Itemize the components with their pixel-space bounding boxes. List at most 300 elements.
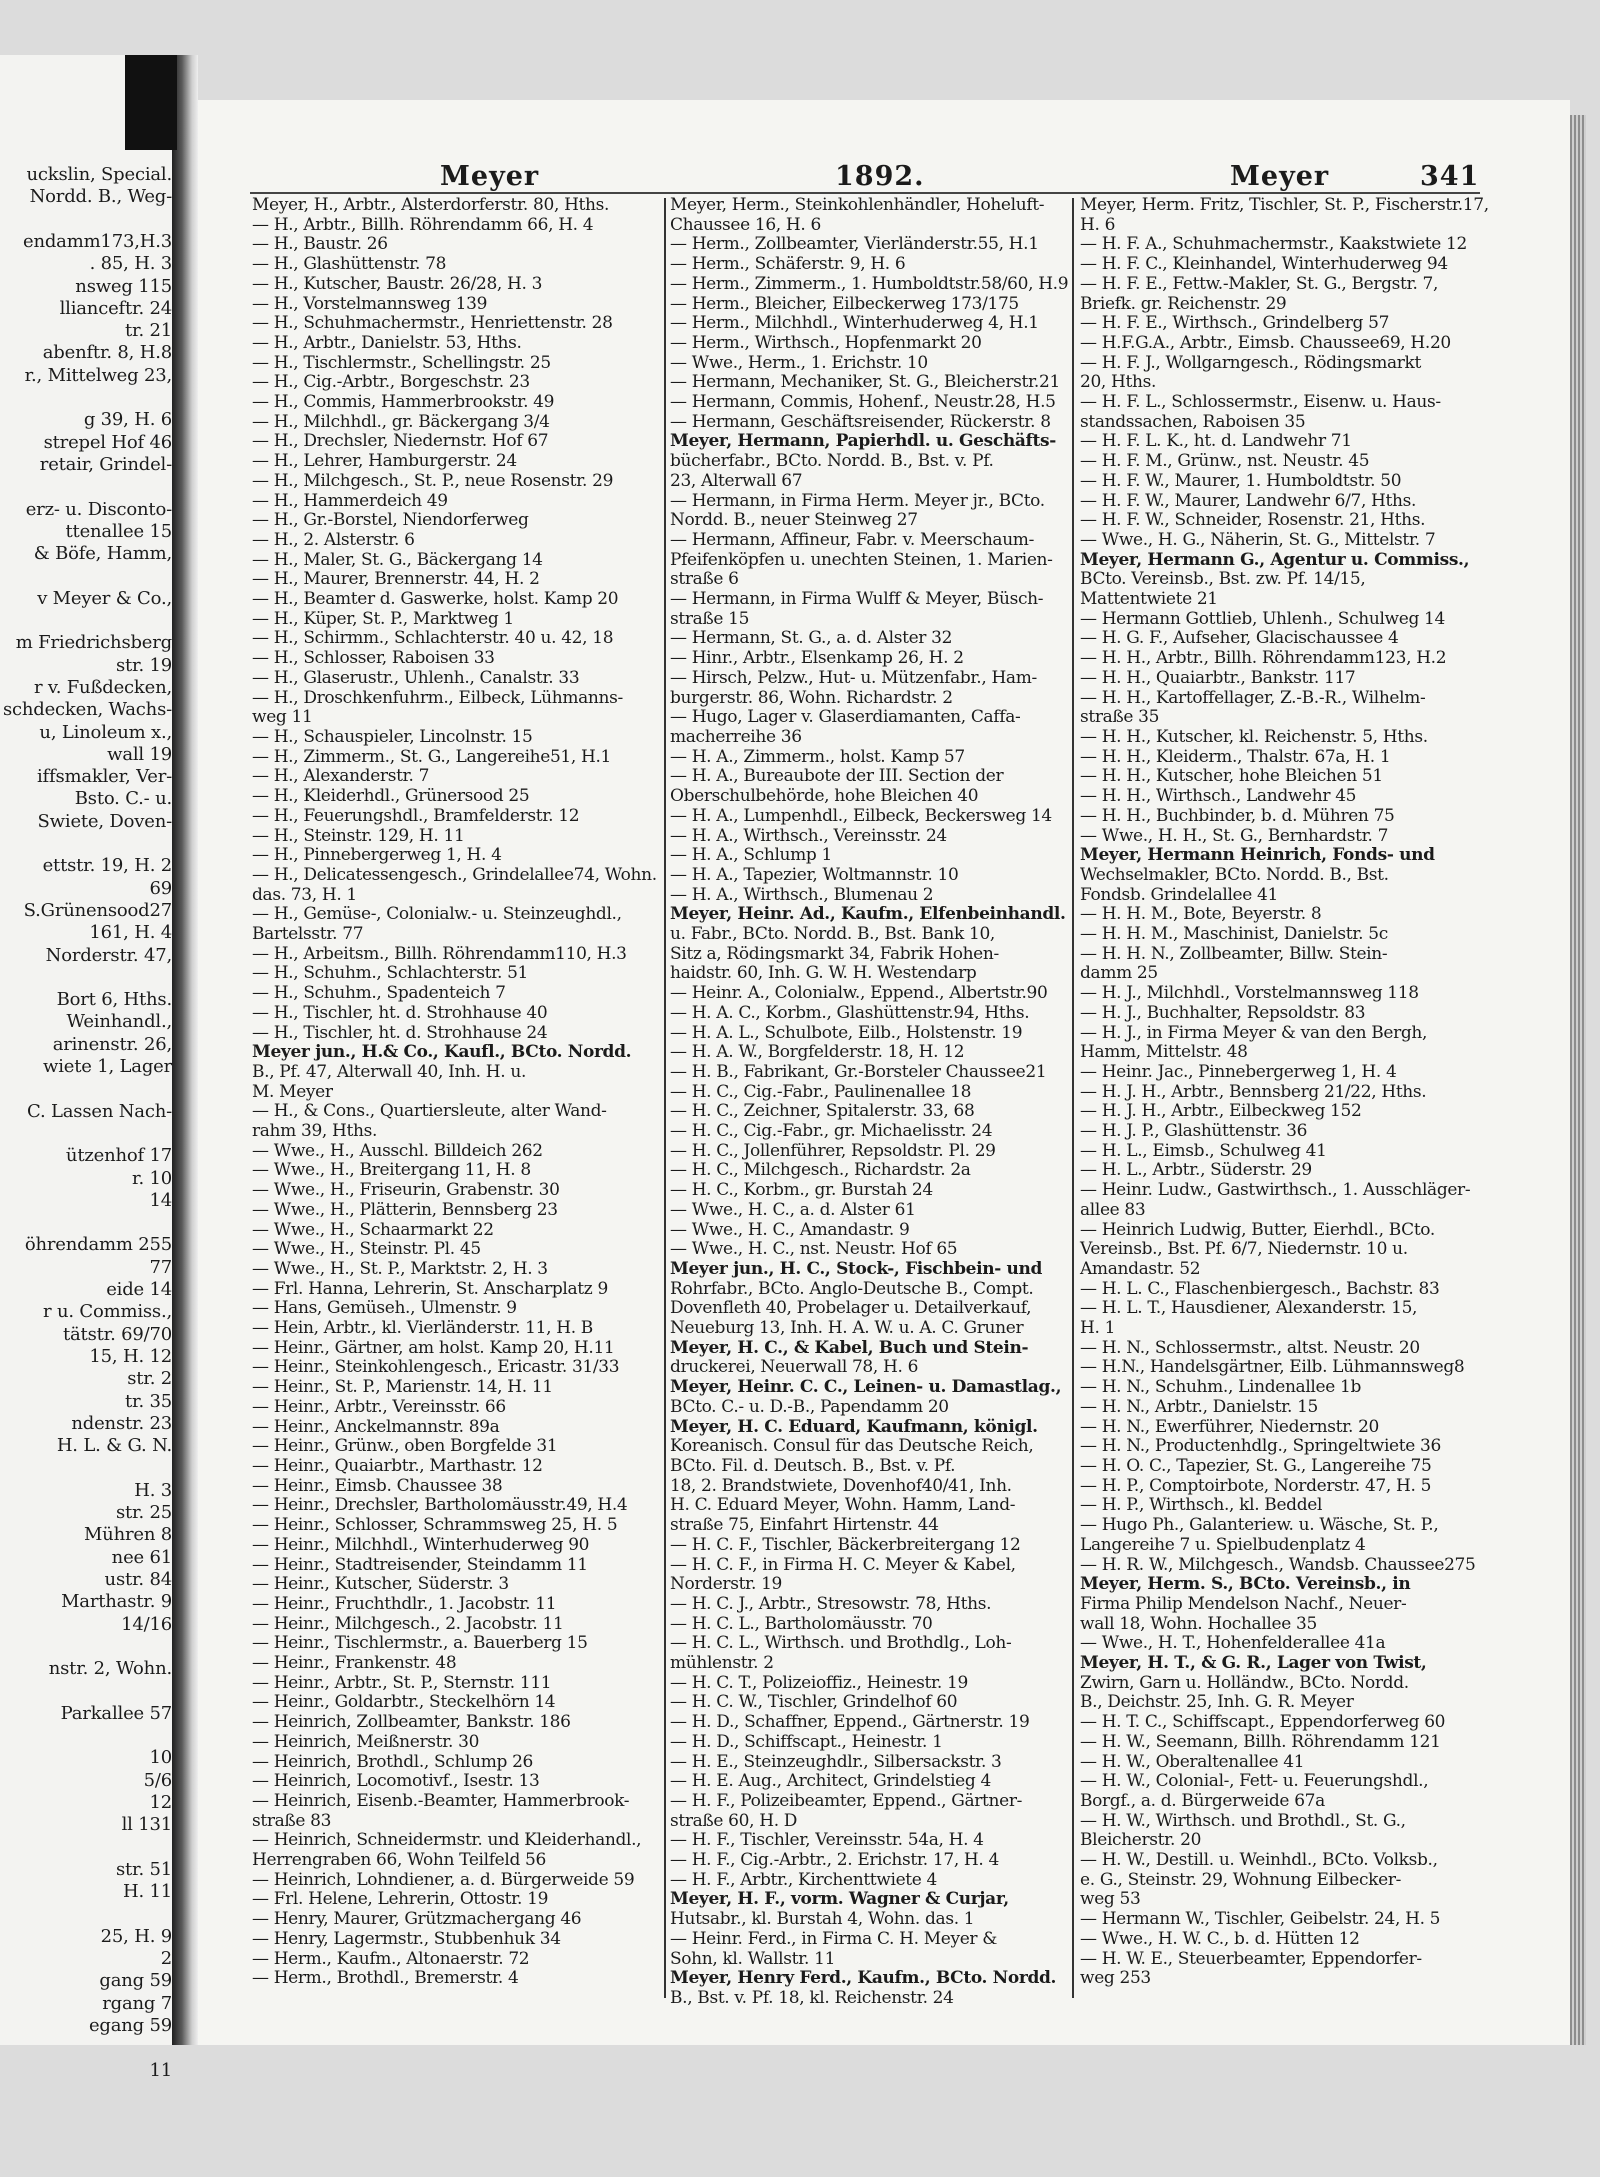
strip-line: 69 [149,877,172,899]
directory-entry: Meyer, Hermann Heinrich, Fonds- und [1080,845,1435,866]
strip-line: str. 51 [115,1858,172,1880]
running-head-right: Meyer [1230,161,1330,192]
directory-entry: — H., Drechsler, Niedernstr. Hof 67 [252,431,549,452]
strip-line: schdecken, Wachs- [2,699,172,721]
strip-line: H. L. & G. N. [56,1435,172,1457]
directory-entry: — H. H., Buchbinder, b. d. Mühren 75 [1080,805,1395,826]
directory-entry: — H. A., Bureaubote der III. Section der [670,766,1004,787]
directory-entry: BCto. Fil. d. Deutsch. B., Bst. v. Pf. [670,1456,956,1476]
directory-entry: — H. D., Schaffner, Eppend., Gärtnerstr. 19 [670,1712,1030,1733]
directory-entry: — Hinr., Arbtr., Elsenkamp 26, H. 2 [670,648,964,669]
directory-entry: Dovenfleth 40, Probelager u. Detailverkauf, [670,1298,1032,1319]
directory-entry: — H., Commis, Hammerbrookstr. 49 [252,392,555,413]
directory-entry: — Wwe., H. G., Näherin, St. G., Mittelstr. 7 [1080,529,1436,550]
directory-entry: — Heinr., Schlosser, Schrammsweg 25, H. 5 [252,1515,618,1536]
directory-entry: Meyer, Heinr. C. C., Leinen- u. Damastlag., [670,1377,1062,1398]
directory-entry: — H. N., Schuhm., Lindenallee 1b [1080,1377,1361,1398]
strip-line: Weinhandl., [66,1011,172,1033]
column-3 [1080,195,1489,2016]
directory-entry: — H. A., Wirthsch., Blumenau 2 [670,884,934,905]
directory-entry: — Heinr., Quaiarbtr., Marthastr. 12 [252,1456,543,1476]
directory-entry: — Frl. Helene, Lehrerin, Ottostr. 19 [252,1889,549,1910]
directory-entry: — H., 2. Alsterstr. 6 [252,529,415,550]
strip-line: Parkallee 57 [60,1702,172,1724]
strip-line: egang 59 [88,2014,172,2036]
directory-entry: — Heinr., Fruchthdlr., 1. Jacobstr. 11 [252,1593,557,1614]
strip-line: öhrendamm 255 [24,1234,172,1256]
directory-entry: — H., Glashüttenstr. 78 [252,254,447,275]
strip-line: H. 3 [134,1479,172,1501]
directory-entry: — H., Kleiderhdl., Grünersood 25 [252,786,530,807]
strip-line: ustr. 84 [104,1568,172,1590]
column-rule-2 [1072,198,1074,1998]
directory-entry: — H. J. H., Arbtr., Eilbeckweg 152 [1080,1101,1362,1122]
directory-entry: — Wwe., H. W. C., b. d. Hütten 12 [1080,1928,1360,1949]
directory-entry: — H. O. C., Tapezier, St. G., Langereihe 75 [1080,1456,1432,1476]
directory-entry: — Hirsch, Pelzw., Hut- u. Mützenfabr., Ham- [670,667,1037,688]
directory-entry: Fondsb. Grindelallee 41 [1080,884,1278,905]
strip-line: r v. Fußdecken, [33,676,172,698]
strip-line: arinenstr. 26, [52,1033,172,1055]
directory-entry: Meyer jun., H. C., Stock-, Fischbein- und [670,1258,1043,1279]
directory-entry: — H., Küper, St. P., Marktweg 1 [252,608,514,629]
directory-entry: — H. J. H., Arbtr., Bennsberg 21/22, Hths. [1080,1081,1427,1102]
strip-line: Marthastr. 9 [61,1591,172,1613]
directory-entry: Vereinsb., Bst. Pf. 6/7, Niedernstr. 10 u. [1080,1239,1408,1260]
strip-line: tätstr. 69/70 [62,1323,172,1345]
directory-entry: — H. F. E., Fettw.-Makler, St. G., Bergstr. 7, [1080,273,1439,294]
directory-entry: haidstr. 60, Inh. G. W. H. Westendarp [670,963,977,984]
directory-entry: — H. E. Aug., Architect, Grindelstieg 4 [670,1771,991,1792]
directory-entry: H. 6 [1080,214,1116,235]
directory-entry: — H. H., Kartoffellager, Z.-B.-R., Wilhelm- [1080,687,1426,708]
directory-entry: — H., Hammerdeich 49 [252,490,448,511]
strip-line: nee 61 [111,1546,172,1568]
directory-entry: Neueburg 13, Inh. H. A. W. u. A. C. Gruner [670,1318,1024,1339]
directory-entry: — Henry, Maurer, Grützmachergang 46 [252,1909,582,1930]
directory-entry: Pfeifenköpfen u. unechten Steinen, 1. Marien- [670,549,1053,570]
directory-entry: — H. B., Fabrikant, Gr.-Borsteler Chaussee21 [670,1061,1047,1082]
directory-entry: straße 83 [252,1810,332,1831]
directory-entry: — Henry, Lagermstr., Stubbenhuk 34 [252,1928,561,1949]
strip-line: r., Mittelweg 23, [24,364,172,386]
column-2 [670,196,1068,2016]
directory-entry: — Heinrich, Zollbeamter, Bankstr. 186 [252,1712,571,1733]
strip-line: wall 19 [107,743,172,765]
directory-entry: — Heinr., Steinkohlengesch., Ericastr. 31/33 [252,1357,620,1378]
directory-entry: — Heinr., Milchgesch., 2. Jacobstr. 11 [252,1613,564,1634]
directory-entry: — H., Schuhm., Schlachterstr. 51 [252,963,529,984]
directory-entry: H. C. Eduard Meyer, Wohn. Hamm, Land- [670,1495,1016,1516]
directory-entry: — H.N., Handelsgärtner, Eilb. Lühmannsweg8 [1080,1357,1465,1378]
directory-entry: — Heinr. A., Colonialw., Eppend., Albertstr.90 [670,983,1048,1004]
directory-entry: B., Deichstr. 25, Inh. G. R. Meyer [1080,1692,1354,1713]
directory-entry: — H. F. W., Schneider, Rosenstr. 21, Hths. [1080,510,1426,531]
directory-entry: — Hermann Gottlieb, Uhlenh., Schulweg 14 [1080,608,1445,629]
page-number: 341 [1420,161,1480,192]
directory-entry: — Heinr., St. P., Marienstr. 14, H. 11 [252,1377,553,1398]
strip-line: nstr. 2, Wohn. [48,1658,172,1680]
strip-line: g 39, H. 6 [83,409,172,431]
directory-entry: — Wwe., H., Breitergang 11, H. 8 [252,1160,531,1181]
strip-line: Mühren 8 [83,1524,172,1546]
strip-line: C. Lassen Nach- [27,1100,172,1122]
strip-line: uckslin, Special. [26,164,172,185]
directory-entry: Meyer, Henry Ferd., Kaufm., BCto. Nordd. [670,1968,1057,1989]
strip-line: ndenstr. 23 [71,1412,172,1434]
directory-entry: Meyer, Hermann G., Agentur u. Commiss., [1080,549,1470,570]
directory-entry: — Heinrich, Eisenb.-Beamter, Hammerbrook- [252,1790,630,1811]
directory-entry: — H. A., Lumpenhdl., Eilbeck, Beckersweg 14 [670,805,1052,826]
directory-entry: Briefk. gr. Reichenstr. 29 [1080,293,1287,314]
directory-entry: — Heinr., Goldarbtr., Steckelhörn 14 [252,1692,556,1713]
binding-shadow [125,55,177,150]
directory-entry: — H. L., Eimsb., Schulweg 41 [1080,1140,1327,1161]
directory-entry: — Wwe., H. C., Amandastr. 9 [670,1219,910,1240]
directory-entry: — H. G. F., Aufseher, Glacischaussee 4 [1080,628,1399,649]
directory-entry: — Hermann, Commis, Hohenf., Neustr.28, H.5 [670,392,1056,413]
directory-entry: — H., Glaserustr., Uhlenh., Canalstr. 33 [252,667,580,688]
directory-entry: — H. F. W., Maurer, Landwehr 6/7, Hths. [1080,490,1417,511]
directory-entry: wall 18, Wohn. Hochallee 35 [1080,1613,1317,1634]
directory-entry: Meyer, H., Arbtr., Alsterdorferstr. 80, Hths. [252,195,610,215]
directory-entry: — Heinr., Milchhdl., Winterhuderweg 90 [252,1534,590,1555]
directory-entry: — H., Feuerungshdl., Bramfelderstr. 12 [252,805,580,826]
directory-entry: — Heinr., Stadtreisender, Steindamm 11 [252,1554,588,1575]
directory-entry: — H.F.G.A., Arbtr., Eimsb. Chaussee69, H.20 [1080,332,1451,353]
strip-line: 14/16 [121,1613,172,1635]
strip-line: erz- u. Disconto- [25,498,172,520]
directory-entry: — Heinr., Frankenstr. 48 [252,1653,457,1674]
strip-line: Bsto. C.- u. [74,788,172,810]
directory-entry: weg 11 [252,707,313,728]
directory-entry: — H. A., Wirthsch., Vereinsstr. 24 [670,825,947,846]
directory-entry: allee 83 [1080,1199,1146,1220]
directory-entry: — Herm., Milchhdl., Winterhuderweg 4, H.1 [670,313,1039,334]
directory-entry: BCto. C.- u. D.-B., Papendamm 20 [670,1396,949,1417]
directory-entry: — Herm., Schäferstr. 9, H. 6 [670,254,906,275]
previous-page-strip [0,55,172,2081]
directory-entry: Sitz a, Rödingsmarkt 34, Fabrik Hohen- [670,943,999,964]
directory-entry: — Heinr. Ferd., in Firma C. H. Meyer & [670,1928,998,1949]
directory-entry: — H., Baustr. 26 [252,234,388,255]
strip-line: 12 [149,1791,172,1813]
directory-entry: — H. J., Milchhdl., Vorstelmannsweg 118 [1080,983,1419,1004]
directory-entry: — H. A. C., Korbm., Glashüttenstr.94, Hths. [670,1002,1030,1023]
directory-entry: — H. H., Wirthsch., Landwehr 45 [1080,786,1357,807]
directory-entry: — H. F. W., Maurer, 1. Humboldtstr. 50 [1080,470,1402,491]
directory-entry: — Hugo, Lager v. Glaserdiamanten, Caffa- [670,707,1021,728]
directory-entry: Meyer, H. F., vorm. Wagner & Curjar, [670,1889,1009,1910]
directory-entry: — H. F. L., Schlossermstr., Eisenw. u. Haus- [1080,392,1441,413]
directory-entry: — H. W., Seemann, Billh. Röhrendamm 121 [1080,1731,1441,1752]
directory-entry: Mattentwiete 21 [1080,589,1218,610]
directory-entry: — H. C., Cig.-Fabr., gr. Michaelisstr. 24 [670,1121,993,1142]
directory-entry: e. G., Steinstr. 29, Wohnung Eilbecker- [1080,1869,1402,1890]
directory-entry: u. Fabr., BCto. Nordd. B., Bst. Bank 10, [670,924,995,945]
strip-line: str. 19 [115,654,172,676]
directory-entry: — Heinr. Ludw., Gastwirthsch., 1. Ausschläger- [1080,1180,1471,1201]
directory-entry: — H., Maurer, Brennerstr. 44, H. 2 [252,569,540,590]
strip-line: Norderstr. 47, [45,944,172,966]
directory-entry: — Heinr. Jac., Pinnebergerweg 1, H. 4 [1080,1061,1397,1082]
directory-entry: Rohrfabr., BCto. Anglo-Deutsche B., Compt. [670,1278,1034,1299]
strip-line: S.Grünensood27 [23,899,172,921]
directory-entry: — Hugo Ph., Galanteriew. u. Wäsche, St. P., [1080,1515,1439,1536]
directory-entry: — H. C., Korbm., gr. Burstah 24 [670,1180,933,1201]
strip-line: str. 2 [127,1368,172,1390]
directory-entry: — H. C. T., Polizeioffiz., Heinestr. 19 [670,1672,968,1693]
directory-entry: — H. E., Steinzeughdlr., Silbersackstr. 3 [670,1751,1002,1772]
directory-entry: Wechselmakler, BCto. Nordd. B., Bst. [1080,864,1389,885]
directory-entry: — Heinr., Tischlermstr., a. Bauerberg 15 [252,1633,588,1654]
strip-line: H. 11 [122,1881,172,1903]
directory-entry: — Hermann, in Firma Wulff & Meyer, Büsch- [670,589,1044,610]
directory-entry: — H. F., Polizeibeamter, Eppend., Gärtner- [670,1790,1022,1811]
directory-entry: — H. F. M., Grünw., nst. Neustr. 45 [1080,451,1370,472]
directory-entry: — H., Schirmm., Schlachterstr. 40 u. 42, 18 [252,628,614,649]
directory-entry: — H. A. W., Borgfelderstr. 18, H. 12 [670,1042,965,1063]
directory-entry: Meyer, Herm. S., BCto. Vereinsb., in [1080,1574,1411,1595]
running-head-year: 1892. [835,161,925,192]
directory-entry: Amandastr. 52 [1080,1258,1201,1279]
directory-entry: — H. F. A., Schuhmachermstr., Kaakstwiete 12 [1080,234,1467,255]
directory-entry: — H. N., Ewerführer, Niedernstr. 20 [1080,1416,1380,1437]
directory-entry: rahm 39, Hths. [252,1121,378,1142]
directory-entry: Meyer jun., H.& Co., Kaufl., BCto. Nordd. [252,1042,632,1063]
directory-entry: Oberschulbehörde, hohe Bleichen 40 [670,786,979,807]
strip-line: eide 14 [106,1279,172,1300]
directory-entry: — Herm., Bleicher, Eilbeckerweg 173/175 [670,293,1019,314]
strip-line: strepel Hof 46 [43,431,172,453]
strip-line: ettstr. 19, H. 2 [42,855,172,877]
directory-entry: Firma Philip Mendelson Nachf., Neuer- [1080,1593,1407,1614]
directory-entry: — H. C., Milchgesch., Richardstr. 2a [670,1160,971,1181]
directory-entry: weg 253 [1080,1968,1151,1989]
directory-entry: — H., Milchgesch., St. P., neue Rosenstr. 29 [252,470,614,491]
directory-entry: — H., Zimmerm., St. G., Langereihe51, H.1 [252,746,612,767]
directory-entry: — H. F. C., Kleinhandel, Winterhuderweg 94 [1080,254,1448,275]
strip-line: wiete 1, Lager [43,1056,172,1077]
directory-entry: — H., Schauspieler, Lincolnstr. 15 [252,726,533,747]
directory-entry: — Hermann W., Tischler, Geibelstr. 24, H. 5 [1080,1909,1441,1930]
directory-entry: — H. C. J., Arbtr., Stresowstr. 78, Hths. [670,1593,992,1614]
directory-entry: — H., Schuhmachermstr., Henriettenstr. 28 [252,313,613,334]
directory-entry: — H. C. L., Bartholomäusstr. 70 [670,1613,933,1634]
directory-entry: 23, Alterwall 67 [670,470,803,491]
directory-entry: — H., Gemüse-, Colonialw.- u. Steinzeughdl., [252,904,622,925]
directory-entry: — Heinr., Arbtr., Vereinsstr. 66 [252,1396,506,1417]
directory-entry: — H. C. W., Tischler, Grindelhof 60 [670,1692,958,1713]
strip-line: Swiete, Doven- [37,810,172,832]
book-gutter [172,55,198,2045]
directory-entry: bücherfabr., BCto. Nordd. B., Bst. v. Pf. [670,451,994,472]
directory-entry: — H. W., Colonial-, Fett- u. Feuerungshdl., [1080,1771,1429,1792]
directory-entry: Meyer, Hermann, Papierhdl. u. Geschäfts- [670,431,1056,452]
directory-entry: — Wwe., H., Schaarmarkt 22 [252,1219,494,1240]
directory-entry: — H. N., Schlossermstr., altst. Neustr. 20 [1080,1337,1420,1358]
strip-line: 25, H. 9 [100,1925,172,1947]
directory-entry: — Hermann, in Firma Herm. Meyer jr., BCto. [670,490,1045,511]
directory-entry: burgerstr. 86, Wohn. Richardstr. 2 [670,687,953,708]
directory-entry: — H. L. T., Hausdiener, Alexanderstr. 15, [1080,1298,1418,1319]
directory-entry: damm 25 [1080,963,1158,984]
directory-entry: — H., Milchhdl., gr. Bäckergang 3/4 [252,411,550,432]
directory-entry: — Heinr., Kutscher, Süderstr. 3 [252,1574,509,1595]
directory-entry: — H. H., Kutscher, hohe Bleichen 51 [1080,766,1383,787]
directory-entry: — Heinrich, Locomotivf., Isestr. 13 [252,1771,540,1792]
directory-entry: — H. P., Comptoirbote, Norderstr. 47, H. 5 [1080,1475,1432,1496]
directory-entry: — Heinrich, Brothdl., Schlump 26 [252,1751,534,1772]
directory-entry: — H. H. N., Zollbeamter, Billw. Stein- [1080,943,1388,964]
directory-entry: — H. F., Cig.-Arbtr., 2. Erichstr. 17, H. 4 [670,1850,999,1871]
strip-line: nsweg 115 [75,275,172,297]
directory-entry: BCto. Vereinsb., Bst. zw. Pf. 14/15, [1080,569,1366,590]
directory-entry: — Herm., Kaufm., Altonaerstr. 72 [252,1948,530,1969]
directory-entry: — H. J., Buchhalter, Repsoldstr. 83 [1080,1002,1366,1023]
running-head-left: Meyer [440,161,540,192]
directory-entry: M. Meyer [252,1081,333,1102]
directory-entry: — Herm., Zollbeamter, Vierländerstr.55, H.1 [670,234,1039,255]
strip-line: Nordd. B., Weg- [29,186,172,208]
directory-entry: — H. H. M., Bote, Beyerstr. 8 [1080,904,1322,925]
header-rule [250,192,1480,194]
directory-entry: — Wwe., H. H., St. G., Bernhardstr. 7 [1080,825,1389,846]
strip-line: ll 131 [121,1814,172,1836]
directory-entry: — Heinr., Grünw., oben Borgfelde 31 [252,1436,558,1457]
directory-entry: Meyer, Herm., Steinkohlenhändler, Hoheluft- [670,195,1045,215]
strip-line: iffsmakler, Ver- [37,766,172,788]
strip-line: 10 [149,1747,172,1769]
directory-entry: — H., Schlosser, Raboisen 33 [252,648,495,669]
directory-entry: — Herm., Wirthsch., Hopfenmarkt 20 [670,332,982,353]
directory-entry: 18, 2. Brandstwiete, Dovenhof40/41, Inh. [670,1475,1012,1496]
directory-entry: — H. A. L., Schulbote, Eilb., Holstenstr. 19 [670,1022,1023,1043]
strip-line: 15, H. 12 [89,1345,172,1367]
directory-entry: — Heinrich, Lohndiener, a. d. Bürgerweide 59 [252,1869,635,1890]
directory-entry: — Hermann, Mechaniker, St. G., Bleicherstr.21 [670,372,1060,393]
directory-entry: — H. W. E., Steuerbeamter, Eppendorfer- [1080,1948,1422,1969]
directory-entry: — H. F. J., Wollgarngesch., Rödingsmarkt [1080,352,1421,373]
directory-entry: Bartelsstr. 77 [252,924,364,945]
strip-line: ttenallee 15 [65,520,172,542]
directory-entry: mühlenstr. 2 [670,1653,774,1674]
column-rule-1 [664,198,666,1998]
directory-entry: — H., Arbtr., Billh. Röhrendamm 66, H. 4 [252,214,594,235]
directory-entry: — H. F. L. K., ht. d. Landwehr 71 [1080,431,1352,452]
directory-entry: — H. F., Tischler, Vereinsstr. 54a, H. 4 [670,1830,984,1851]
directory-entry: macherreihe 36 [670,726,802,747]
directory-entry: — H., Beamter d. Gaswerke, holst. Kamp 20 [252,589,619,610]
directory-entry: Meyer, H. C., & Kabel, Buch und Stein- [670,1337,1029,1358]
directory-entry: — H., Tischlermstr., Schellingstr. 25 [252,352,551,373]
directory-entry: — Heinr., Anckelmannstr. 89a [252,1416,500,1437]
directory-entry: — H. A., Zimmerm., holst. Kamp 57 [670,746,965,767]
directory-entry: Bleicherstr. 20 [1080,1830,1202,1851]
directory-entry: Meyer, H. T., & G. R., Lager von Twist, [1080,1653,1427,1674]
directory-entry: druckerei, Neuerwall 78, H. 6 [670,1357,919,1378]
strip-line: str. 25 [115,1502,172,1523]
directory-entry: — H., Droschkenfuhrm., Eilbeck, Lühmanns- [252,687,623,708]
strip-line: llianceftr. 24 [59,297,172,319]
directory-entry: straße 75, Einfahrt Hirtenstr. 44 [670,1515,939,1536]
directory-entry: Meyer, H. C. Eduard, Kaufmann, königl. [670,1416,1038,1437]
directory-entry: Sohn, kl. Wallstr. 11 [670,1948,836,1969]
directory-entry: — Wwe., Herm., 1. Erichstr. 10 [670,352,928,373]
directory-entry: — Frl. Hanna, Lehrerin, St. Anscharplatz 9 [252,1278,608,1299]
directory-entry: Borgf., a. d. Bürgerweide 67a [1080,1790,1325,1811]
strip-line: retair, Grindel- [39,453,172,475]
directory-entry: — H., Delicatessengesch., Grindelallee74, Wohn. [252,864,657,885]
directory-entry: — H. H., Quaiarbtr., Bankstr. 117 [1080,667,1356,688]
directory-entry: Hutsabr., kl. Burstah 4, Wohn. das. 1 [670,1909,975,1930]
directory-entry: — H. C. F., Tischler, Bäckerbreitergang 12 [670,1534,1021,1555]
directory-entry: — H., Gr.-Borstel, Niendorferweg [252,510,529,531]
directory-entry: H. 1 [1080,1318,1116,1339]
directory-entry: Zwirn, Garn u. Holländw., BCto. Nordd. [1080,1672,1409,1693]
directory-entry: — Wwe., H. C., nst. Neustr. Hof 65 [670,1239,958,1260]
directory-entry: — H. T. C., Schiffscapt., Eppendorferweg 60 [1080,1712,1446,1733]
directory-entry: — H. F., Arbtr., Kirchenttwiete 4 [670,1869,937,1890]
directory-entry: — H., Pinnebergerweg 1, H. 4 [252,845,502,866]
page-edges [1570,115,1586,2045]
directory-entry: straße 60, H. D [670,1810,798,1831]
strip-line: 5/6 [143,1769,172,1791]
directory-entry: — H. W., Destill. u. Weinhdl., BCto. Volksb., [1080,1850,1438,1871]
directory-entry: — H., Schuhm., Spadenteich 7 [252,983,506,1004]
strip-line: 161, H. 4 [89,922,172,944]
directory-entry: das. 73, H. 1 [252,884,357,905]
strip-line: gang 59 [99,1970,172,1992]
directory-entry: — H. F. E., Wirthsch., Grindelberg 57 [1080,313,1390,334]
directory-entry: — H. H., Arbtr., Billh. Röhrendamm123, H.2 [1080,648,1447,669]
strip-line: 11 [149,2059,172,2081]
directory-entry: — H. J. P., Glashüttenstr. 36 [1080,1121,1308,1142]
directory-entry: straße 6 [670,569,739,590]
directory-entry: B., Pf. 47, Alterwall 40, Inh. H. u. [252,1061,527,1082]
directory-entry: — Herm., Brothdl., Bremerstr. 4 [252,1968,519,1989]
directory-entry: — H. P., Wirthsch., kl. Beddel [1080,1495,1323,1516]
directory-entry: — H. A., Tapezier, Woltmannstr. 10 [670,864,959,885]
strip-line: r. 10 [132,1167,172,1189]
directory-entry: — Wwe., H., Friseurin, Grabenstr. 30 [252,1180,560,1201]
directory-entry: — H. L., Arbtr., Süderstr. 29 [1080,1160,1312,1181]
directory-entry: — Wwe., H., Plätterin, Bennsberg 23 [252,1199,558,1220]
directory-entry: — H. C., Cig.-Fabr., Paulinenallee 18 [670,1081,972,1102]
column-1 [252,196,660,2016]
directory-entry: — H., Alexanderstr. 7 [252,766,430,787]
directory-entry: — Heinr., Drechsler, Bartholomäusstr.49, H.4 [252,1495,628,1516]
strip-line: endamm173,H.3 [23,230,172,252]
directory-entry: — Hans, Gemüseh., Ulmenstr. 9 [252,1298,517,1319]
directory-entry: — H. N., Arbtr., Danielstr. 15 [1080,1396,1319,1417]
directory-entry: — Hermann, Geschäftsreisender, Rückerstr. 8 [670,411,1051,432]
strip-line: abenftr. 8, H.8 [42,342,172,364]
directory-entry: — H. L. C., Flaschenbiergesch., Bachstr. 83 [1080,1278,1440,1299]
strip-line: Bort 6, Hths. [56,989,172,1011]
directory-entry: — H., Tischler, ht. d. Strohhause 24 [252,1022,548,1043]
directory-entry: — Heinrich Ludwig, Butter, Eierhdl., BCto. [1080,1219,1435,1240]
directory-entry: — H. A., Schlump 1 [670,845,832,866]
strip-line: r u. Commiss., [43,1301,172,1323]
strip-line: 2 [160,1948,172,1969]
directory-entry: — Wwe., H. C., a. d. Alster 61 [670,1199,916,1220]
directory-entry: — H. C. F., in Firma H. C. Meyer & Kabel, [670,1554,1016,1575]
directory-entry: Koreanisch. Consul für das Deutsche Reich, [670,1436,1034,1457]
directory-entry: — H. D., Schiffscapt., Heinestr. 1 [670,1731,943,1752]
directory-entry: — Hermann, St. G., a. d. Alster 32 [670,628,953,649]
strip-line: m Friedrichsberg [15,632,172,654]
